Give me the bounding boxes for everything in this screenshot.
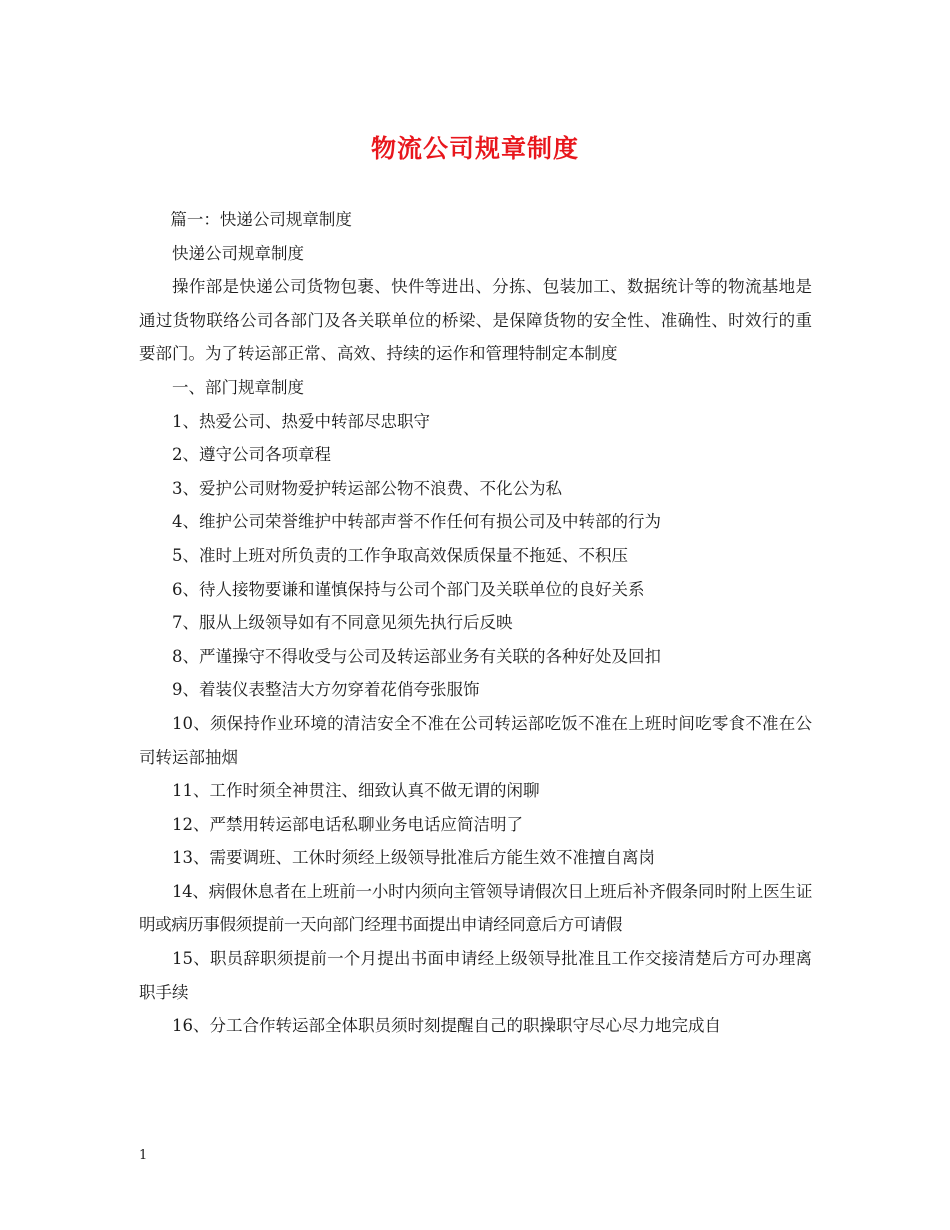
document-body (139, 203, 812, 1043)
rule-item: 13、需要调班、工休时须经上级领导批准后方能生效不准擅自离岗 (172, 848, 655, 868)
rule-item: 5、准时上班对所负责的工作争取高效保质保量不拖延、不积压 (172, 545, 628, 565)
intro-paragraph: 操作部是快递公司货物包裹、快件等进出、分拣、包装加工、数据统计等的物流基地是通过货物联络公司各部门及各关联单位的桥梁、是保障货物的安全性、准确性、时效行的重要部门。为了转运部正常、高效、持续的运作和管理特制定本制度 (139, 277, 812, 364)
rule-item: 9、着装仪表整洁大方勿穿着花俏夸张服饰 (172, 680, 480, 700)
rule-item: 11、工作时须全神贯注、细致认真不做无谓的闲聊 (172, 781, 540, 801)
rule-item: 3、爱护公司财物爱护转运部公物不浪费、不化公为私 (172, 478, 562, 498)
rule-item: 12、严禁用转运部电话私聊业务电话应简洁明了 (172, 814, 523, 834)
rule-item: 4、维护公司荣誉维护中转部声誉不作任何有损公司及中转部的行为 (172, 512, 661, 532)
rule-item: 10、须保持作业环境的清洁安全不准在公司转运部吃饭不准在上班时间吃零食不准在公司转运部抽烟 (139, 713, 812, 767)
rule-item: 15、职员辞职须提前一个月提出书面申请经上级领导批准且工作交接清楚后方可办理离职手续 (139, 949, 812, 1002)
subsection-heading: 快递公司规章制度 (172, 243, 304, 263)
rule-item: 7、服从上级领导如有不同意见须先执行后反映 (172, 613, 513, 633)
page-number: 1 (139, 1148, 148, 1163)
rule-item: 14、病假休息者在上班前一小时内须向主管领导请假次日上班后补齐假条同时附上医生证明或病历事假须提前一天向部门经理书面提出申请经同意后方可请假 (139, 881, 812, 935)
rule-item: 6、待人接物要谦和谨慎保持与公司个部门及关联单位的良好关系 (172, 579, 645, 599)
section-heading: 篇一：快递公司规章制度 (170, 210, 352, 229)
rule-item: 2、遵守公司各项章程 (172, 445, 331, 465)
rules-heading: 一、部门规章制度 (172, 377, 304, 397)
rule-item: 16、分工合作转运部全体职员须时刻提醒自己的职操职守尽心尽力地完成自 (172, 1016, 721, 1036)
rule-item: 8、严谨操守不得收受与公司及转运部业务有关联的各种好处及回扣 (172, 646, 661, 666)
rule-item: 1、热爱公司、热爱中转部尽忠职守 (172, 411, 430, 431)
document-title: 物流公司规章制度 (370, 134, 579, 163)
